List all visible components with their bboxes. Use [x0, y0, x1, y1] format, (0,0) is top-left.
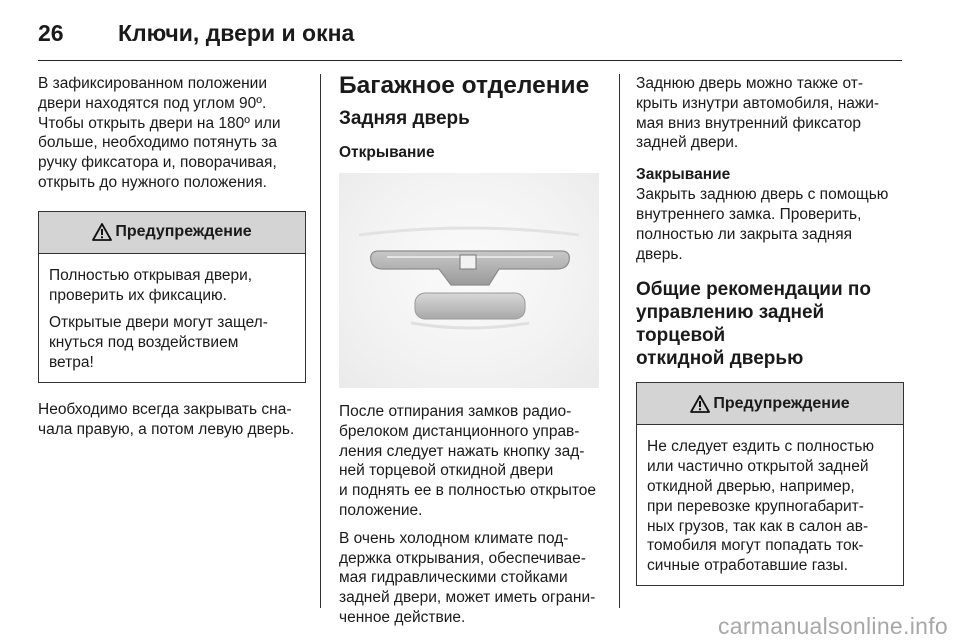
column-2: [339, 74, 607, 628]
column-3: [636, 74, 904, 586]
cold-climate-paragraph: В очень холодном климате под- держка открывания, обеспечивае- мая гидравлическими стойками задней двери, может иметь ограни- ченное действие.: [339, 529, 596, 626]
closing-paragraph: Закрыть заднюю дверь с помощью внутреннего замка. Проверить, полностью ли закрыта задняя дверь.: [636, 186, 889, 263]
subsubsection-title: Открывание: [339, 144, 435, 161]
warning-title: Предупреждение: [713, 394, 850, 412]
closing-order-paragraph: Необходимо всегда закрывать сна- чала правую, а потом левую дверь.: [38, 400, 295, 438]
column-divider-1: [320, 74, 321, 608]
warning-text: Полностью открывая двери, проверить их фиксацию.: [49, 266, 253, 304]
subsection-title: Задняя дверь: [339, 108, 470, 129]
warning-text: Не следует ездить с полностью или частично открытой задней откидной дверью, например, при перевозке крупногабарит- ных грузов, так как в салон ав- томобиля могут попадать ток- сичные отработавшие газы.: [647, 438, 875, 575]
general-recommendations-heading: Общие рекомендации по управлению задней торцевой откидной дверью: [636, 279, 871, 370]
section-title: Багажное отделение: [339, 72, 590, 99]
warning-triangle-icon: [690, 395, 710, 413]
warning-title: Предупреждение: [115, 223, 252, 241]
header-rule: [38, 60, 902, 61]
intro-paragraph: В зафиксированном положении двери находятся под углом 90º. Чтобы открыть двери на 180º или больше, необходимо потянуть за ручку фиксатора и, поворачивая, открыть до нужного положения.: [38, 75, 281, 191]
opening-paragraph: После отпирания замков радио- брелоком дистанционного управ- ления следует нажать кнопку зад- ней торцевой откидной двери и поднять ее в полностью открытое положение.: [339, 403, 597, 519]
warning-triangle-icon: [92, 223, 112, 241]
closing-heading: Закрывание: [636, 166, 731, 184]
warning-body: [637, 425, 903, 585]
watermark: carmanualsonline.info: [717, 613, 948, 639]
warning-header: [637, 383, 903, 425]
page-number: 26: [38, 20, 64, 46]
column-1: [38, 74, 306, 439]
tailgate-handle-figure: [339, 173, 599, 388]
warning-header: [39, 212, 305, 254]
column-divider-2: [619, 74, 620, 608]
warning-box-exhaust: [636, 382, 904, 586]
warning-text: Открытые двери могут защел- кнуться под воздействием ветра!: [49, 314, 268, 371]
inside-opening-paragraph: Заднюю дверь можно также от- крыть изнутри автомобиля, нажи- мая вниз внутренний фиксатор задней двери.: [636, 75, 880, 152]
chapter-title: Ключи, двери и окна: [118, 20, 355, 46]
page-header: [38, 20, 354, 50]
warning-box-doors: [38, 211, 306, 383]
warning-body: [39, 254, 305, 382]
tailgate-handle-illustration: [339, 173, 599, 388]
